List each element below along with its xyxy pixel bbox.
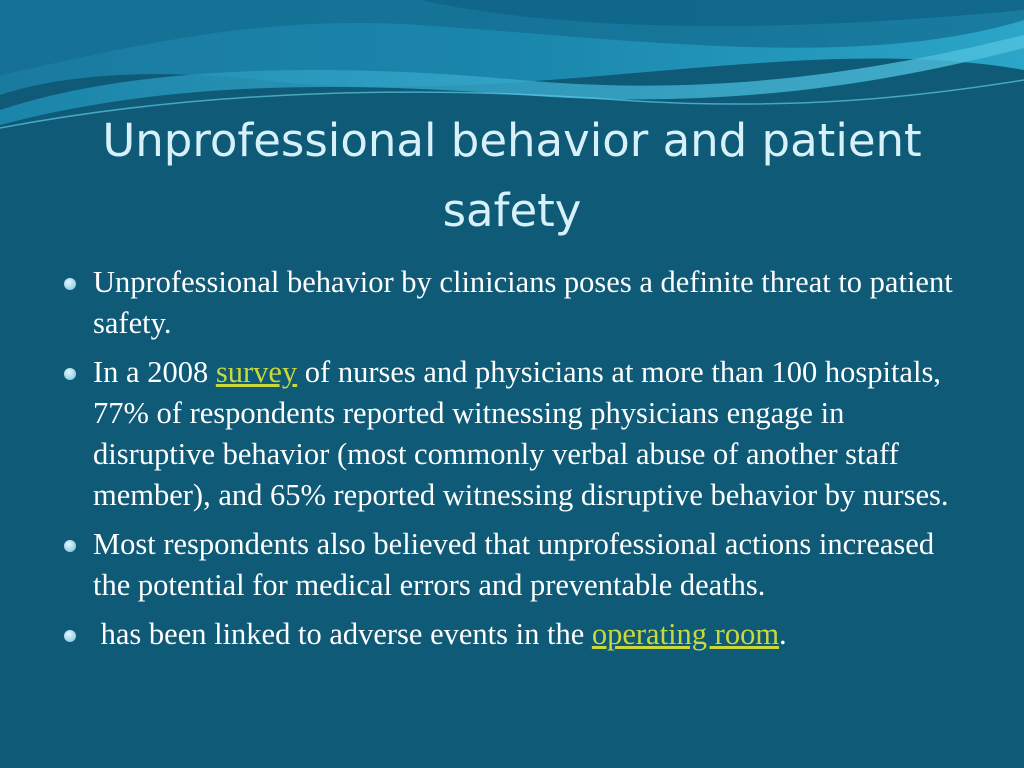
bullet-list xyxy=(62,262,972,663)
bullet-text: has been linked to adverse events in the xyxy=(93,617,592,651)
bullet-dot-icon xyxy=(64,278,76,290)
bullet-text: Most respondents also believed that unprofessional actions increased the potential for medical errors and preventable deaths. xyxy=(93,527,935,602)
bullet-item xyxy=(62,262,972,344)
bullet-dot-icon xyxy=(64,540,76,552)
bullet-text: of nurses and physicians at more than 100 hospitals, 77% of respondents reported witnessing physicians engage in disruptive behavior (most commonly verbal abuse of another staff member), and 65% reported witnessing disruptive behavior by nurses. xyxy=(93,355,949,512)
survey-link[interactable]: survey xyxy=(215,355,298,389)
bullet-dot-icon xyxy=(64,630,76,642)
bullet-item xyxy=(62,524,972,606)
bullet-item xyxy=(62,614,972,655)
operating-room-link[interactable]: operating room xyxy=(591,617,780,651)
bullet-text: . xyxy=(779,617,787,651)
bullet-text: In a 2008 xyxy=(93,355,216,389)
slide-title: Unprofessional behavior and patient safety xyxy=(102,114,922,237)
bullet-item xyxy=(62,352,972,516)
bullet-dot-icon xyxy=(64,368,76,380)
bullet-text: Unprofessional behavior by clinicians poses a definite threat to patient safety. xyxy=(93,265,953,340)
